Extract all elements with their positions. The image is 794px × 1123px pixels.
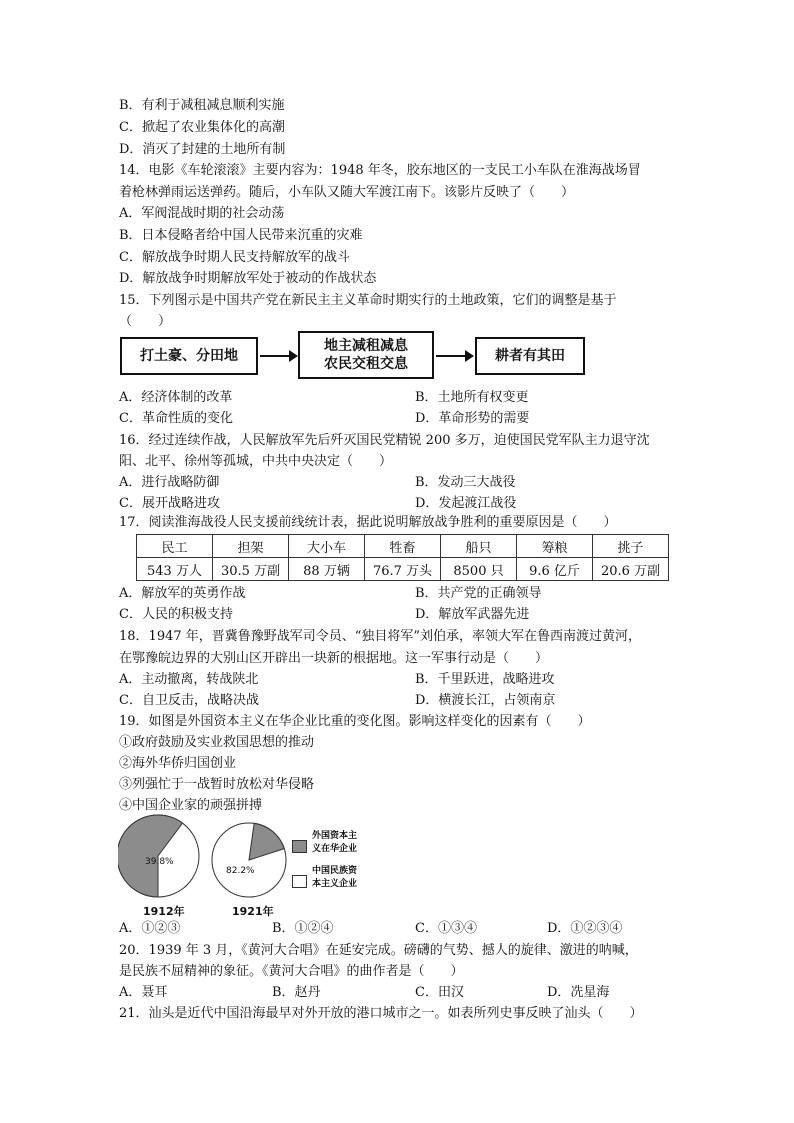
flow-box-2-line1: 地主减租减息 <box>324 338 408 354</box>
legend-foreign-line1: 外国资本主 <box>312 831 358 841</box>
pie-1912-year: 1912年 <box>143 905 185 918</box>
q15-option-d: D．革命形势的需要 <box>415 411 530 426</box>
table-cell: 76.7 万头 <box>365 558 441 581</box>
q19-stem: 19．如图是外国资本主义在华企业比重的变化图。影响这样变化的因素有（ ） <box>119 714 591 729</box>
q16-option-d: D．发起渡江战役 <box>415 496 517 511</box>
table-cell: 543 万人 <box>137 558 213 581</box>
q14-option-b: B．日本侵略者给中国人民带来沉重的灾难 <box>119 228 363 243</box>
q19-item-3: ③列强忙于一战暂时放松对华侵略 <box>119 777 315 792</box>
table-header-cell: 民工 <box>137 535 213 558</box>
flow-box-1: 打土豪、分田地 <box>120 337 258 375</box>
q16-stem-1: 16．经过连续作战，人民解放军先后歼灭国民党精锐 200 多万，迫使国民党军队主力退守沈 <box>119 433 650 448</box>
q18-option-b: B．千里跃进，战略进攻 <box>415 672 555 687</box>
q19-item-1: ①政府鼓励及实业救国思想的推动 <box>119 735 315 750</box>
q13-option-b: B．有利于减租减息顺利实施 <box>119 98 285 113</box>
q16-stem-2: 阳、北平、徐州等孤城，中共中央决定（ ） <box>119 454 393 469</box>
legend-national-line2: 本主义企业 <box>312 879 358 889</box>
q18-option-a: A．主动撤离，转战陕北 <box>119 672 259 687</box>
q19-option-a: A．①②③ <box>119 921 181 936</box>
q18-stem-2: 在鄂豫皖边界的大别山区开辟出一块新的根据地。这一军事行动是（ ） <box>119 651 549 666</box>
q15-option-a: A．经济体制的改革 <box>119 390 233 405</box>
legend-foreign-line2: 义在华企业 <box>312 844 358 854</box>
q15-stem-2: （ ） <box>119 314 172 329</box>
q20-option-d: D．冼星海 <box>547 985 610 1000</box>
table-header-cell: 挑子 <box>593 535 669 558</box>
table-header-row <box>137 535 669 558</box>
q14-stem-1: 14．电影《车轮滚滚》主要内容为：1948 年冬，胶东地区的一支民工小车队在淮海战场冒 <box>119 163 641 178</box>
flow-arrow-1 <box>260 355 296 357</box>
q17-option-b: B．共产党的正确领导 <box>415 586 542 601</box>
table-cell: 88 万辆 <box>289 558 365 581</box>
table-cell: 8500 只 <box>441 558 517 581</box>
q18-option-c: C．自卫反击，战略决战 <box>119 693 259 708</box>
legend-national-line1: 中国民族资 <box>312 866 358 876</box>
q20-stem-1: 20．1939 年 3 月，《黄河大合唱》在延安完成。磅礴的气势、撼人的旋律、激进的呐喊， <box>119 943 638 958</box>
legend-national-swatch <box>292 875 307 888</box>
legend-foreign-swatch <box>292 840 307 853</box>
legend-national-label <box>312 865 357 891</box>
table-header-cell: 担架 <box>213 535 289 558</box>
table-row <box>137 558 669 581</box>
flow-box-2-line2: 农民交租交息 <box>324 356 408 372</box>
q17-stem: 17．阅读淮海战役人民支援前线统计表，据此说明解放战争胜利的重要原因是（ ） <box>119 515 617 530</box>
table-header-cell: 筹粮 <box>517 535 593 558</box>
q13-option-d: D．消灭了封建的土地所有制 <box>119 142 286 157</box>
q20-option-c: C．田汉 <box>415 985 464 1000</box>
q14-stem-2: 着枪林弹雨运送弹药。随后，小车队又随大军渡江南下。该影片反映了（ ） <box>119 185 575 200</box>
pie-1912-label: 39.8% <box>145 857 174 867</box>
q20-stem-2: 是民族不屈精神的象征。《黄河大合唱》的曲作者是（ ） <box>119 964 464 979</box>
q19-item-2: ②海外华侨归国创业 <box>119 756 237 771</box>
q20-option-a: A．聂耳 <box>119 985 168 1000</box>
q16-option-b: B．发动三大战役 <box>415 475 516 490</box>
q14-option-a: A．军阀混战时期的社会动荡 <box>119 206 285 221</box>
q14-option-d: D．解放战争时期解放军处于被动的作战状态 <box>119 271 377 286</box>
table-header-cell: 大小车 <box>289 535 365 558</box>
q19-item-4: ④中国企业家的顽强拼搏 <box>119 798 263 813</box>
q17-option-c: C．人民的积极支持 <box>119 607 233 622</box>
pie-1921-year: 1921年 <box>232 905 274 918</box>
q19-option-d: D．①②③④ <box>547 921 623 936</box>
q15-option-b: B．土地所有权变更 <box>415 390 529 405</box>
q15-stem-1: 15．下列图示是中国共产党在新民主主义革命时期实行的土地政策，它们的调整是基于 <box>119 293 617 308</box>
q18-stem-1: 18．1947 年，晋冀鲁豫野战军司令员、“独目将军”刘伯承，率领大军在鲁西南渡过黄河， <box>119 629 642 644</box>
pie-1921-label: 82.2% <box>226 866 255 876</box>
q19-option-b: B．①②④ <box>272 921 334 936</box>
q17-option-a: A．解放军的英勇作战 <box>119 586 246 601</box>
table-cell: 20.6 万副 <box>593 558 669 581</box>
flow-arrow-2 <box>436 355 472 357</box>
q13-option-c: C．掀起了农业集体化的高潮 <box>119 120 285 135</box>
q17-stats-table <box>136 534 669 581</box>
table-header-cell: 牲畜 <box>365 535 441 558</box>
q21-stem: 21．汕头是近代中国沿海最早对外开放的港口城市之一。如表所列史事反映了汕头（ ） <box>119 1006 643 1021</box>
q19-option-c: C．①③④ <box>415 921 477 936</box>
q18-option-d: D．横渡长江，占领南京 <box>415 693 556 708</box>
q15-option-c: C．革命性质的变化 <box>119 411 233 426</box>
table-header-cell: 船只 <box>441 535 517 558</box>
flow-box-3: 耕者有其田 <box>475 337 585 375</box>
legend-foreign-label <box>312 830 357 856</box>
q17-option-d: D．解放军武器先进 <box>415 607 530 622</box>
flow-box-2 <box>298 331 434 379</box>
q16-option-c: C．展开战略进攻 <box>119 496 220 511</box>
table-cell: 30.5 万副 <box>213 558 289 581</box>
table-cell: 9.6 亿斤 <box>517 558 593 581</box>
q14-option-c: C．解放战争时期人民支持解放军的战斗 <box>119 250 350 265</box>
q16-option-a: A．进行战略防御 <box>119 475 220 490</box>
q20-option-b: B．赵丹 <box>272 985 321 1000</box>
